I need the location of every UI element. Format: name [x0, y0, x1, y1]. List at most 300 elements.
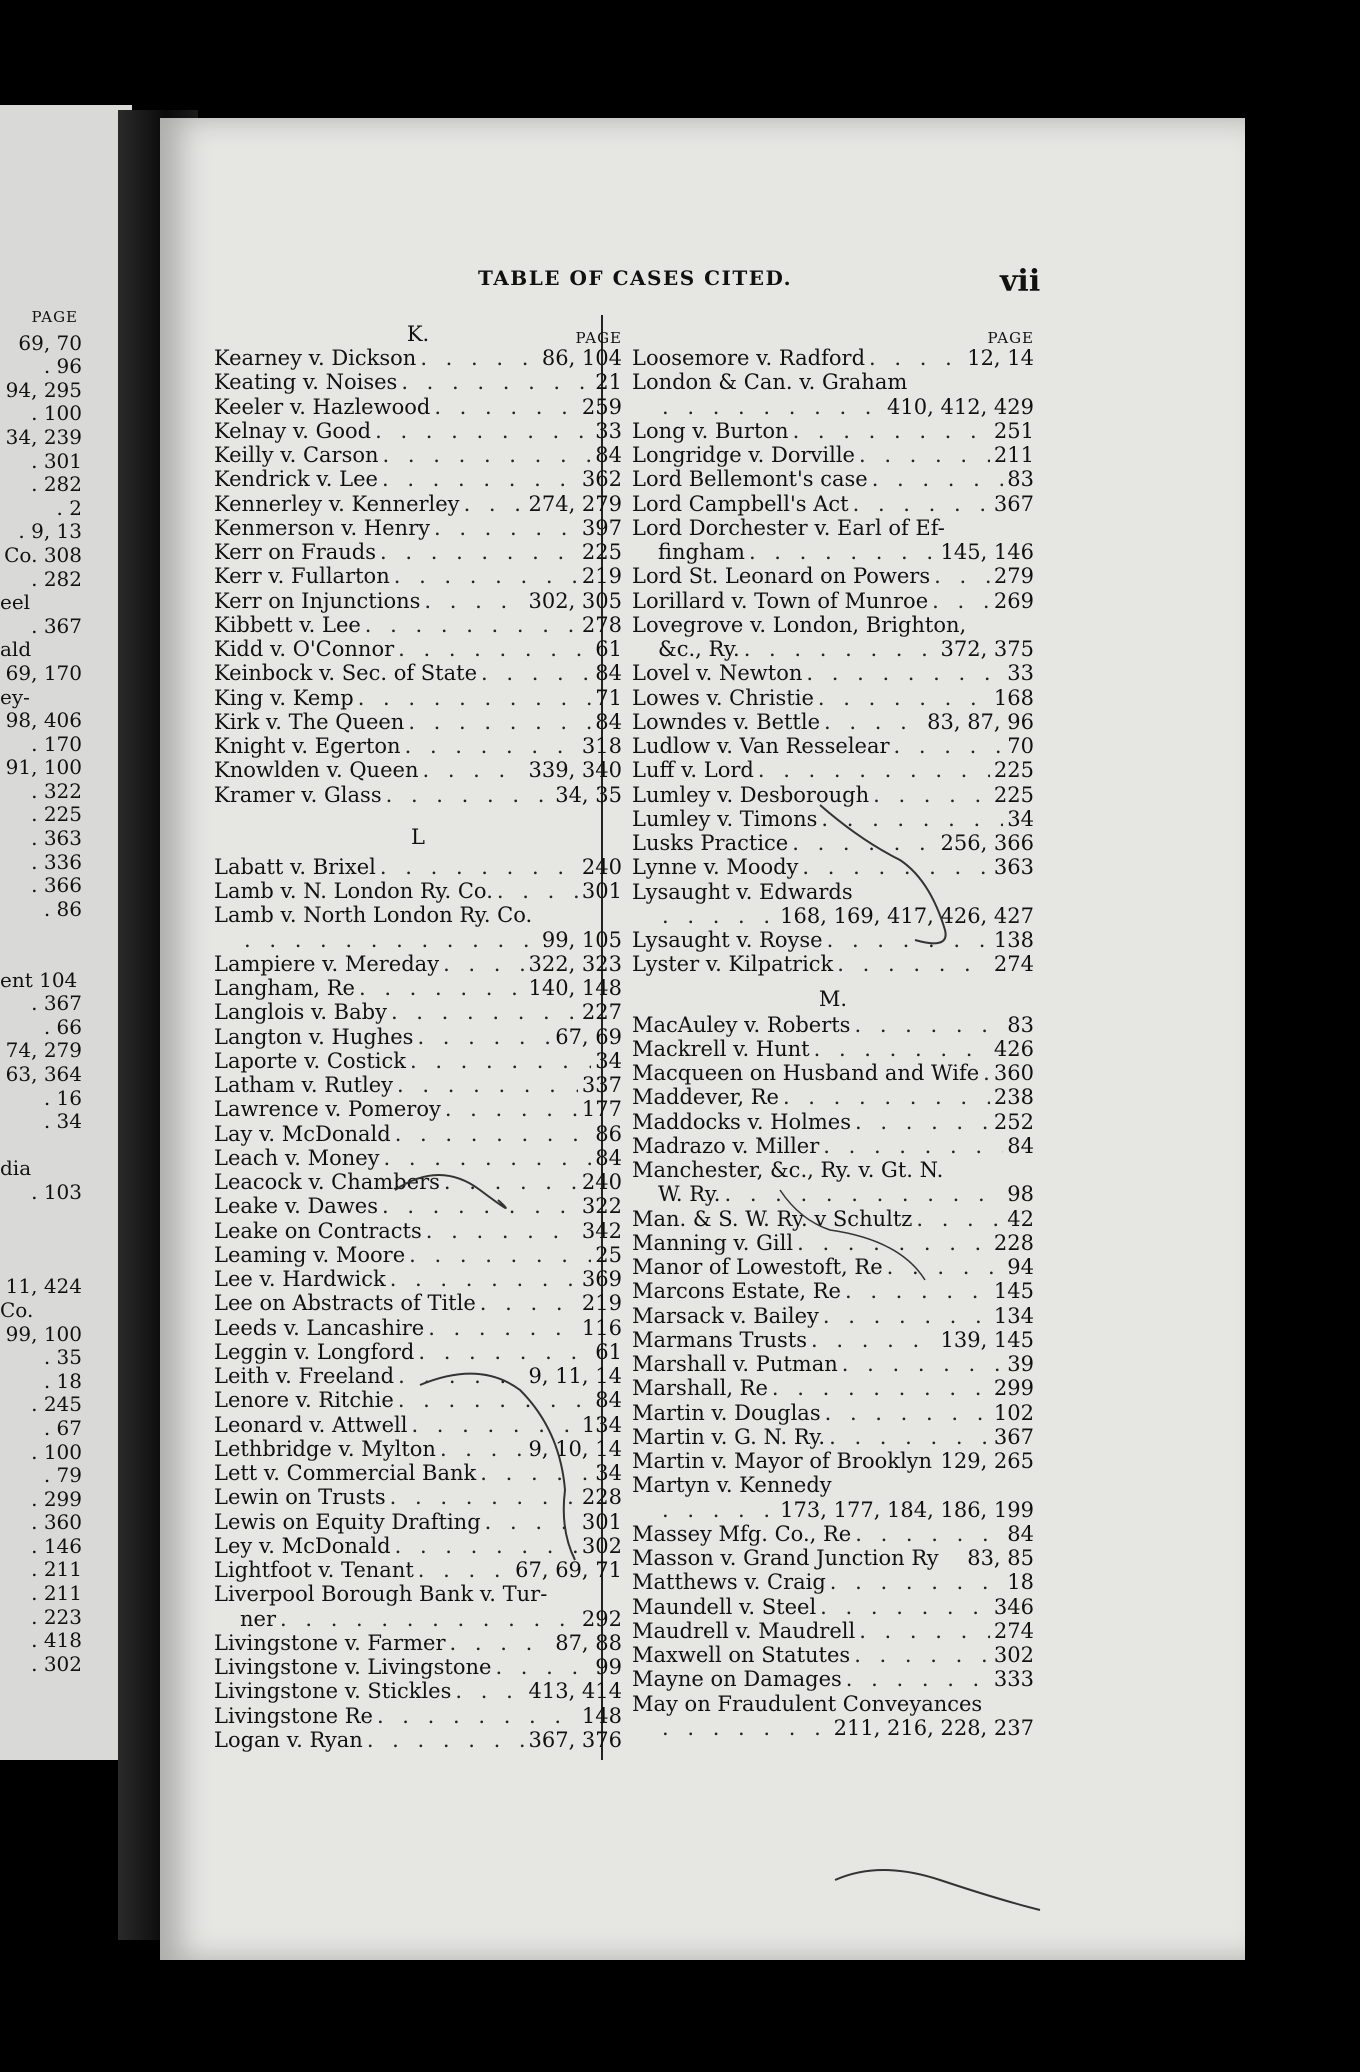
case-entry	[214, 1558, 622, 1582]
case-name: Marshall, Re	[632, 1376, 768, 1401]
page-references: 299	[993, 1376, 1034, 1401]
leader-dots	[384, 1146, 592, 1170]
leader-dots	[845, 1279, 990, 1303]
leader-dots	[397, 1073, 578, 1097]
case-entry	[214, 1025, 622, 1049]
case-entry	[214, 589, 622, 613]
case-entry	[214, 686, 622, 710]
case-entry	[214, 1146, 622, 1170]
case-name: Kerr on Frauds	[214, 540, 377, 564]
page-references: 9, 11, 14	[528, 1364, 622, 1388]
case-name: Lumley v. Desborough	[632, 782, 870, 807]
case-name: Kirk v. The Queen	[214, 709, 405, 734]
page-references: 302	[581, 1533, 622, 1558]
page-references: 99, 105	[541, 927, 622, 952]
case-name: Lampiere v. Mereday	[214, 951, 440, 976]
page-references: 84	[595, 709, 622, 734]
leader-dots	[365, 613, 578, 637]
case-entry	[214, 734, 622, 758]
case-entry	[214, 1267, 622, 1291]
adjacent-page-line: . 367	[31, 991, 82, 1016]
case-entry	[632, 880, 1034, 904]
adjacent-page-line: 74, 279	[5, 1038, 82, 1063]
adjacent-page-line: . 79	[43, 1463, 82, 1488]
case-name: Macqueen on Husband and Wife	[632, 1061, 980, 1085]
leader-dots	[749, 540, 937, 564]
adjacent-page-line: . 363	[31, 826, 82, 851]
case-entry	[632, 1207, 1034, 1231]
page-references: 269	[993, 588, 1034, 613]
case-name: Leeds v. Lancashire	[214, 1315, 425, 1340]
page-references: 426	[993, 1036, 1034, 1061]
leader-dots	[792, 831, 936, 855]
page-column-label: PAGE	[987, 329, 1034, 347]
case-name: Lord St. Leonard on Powers	[632, 564, 931, 589]
case-name: Knight v. Egerton	[214, 734, 401, 758]
leader-dots	[398, 1388, 591, 1412]
case-entry	[632, 1304, 1034, 1328]
adjacent-page-line	[0, 1228, 82, 1252]
page-references: 21	[595, 370, 622, 395]
page-references: 301	[581, 1509, 622, 1534]
leader-dots	[395, 1534, 578, 1558]
leader-dots	[829, 1425, 990, 1449]
case-name: Lightfoot v. Tenant	[214, 1558, 414, 1582]
case-entry	[632, 758, 1034, 782]
leader-dots	[464, 492, 525, 516]
leader-dots	[394, 564, 578, 588]
page-references: 86, 104	[541, 346, 622, 370]
page-references: 367	[993, 1424, 1034, 1449]
leader-dots	[383, 443, 592, 467]
case-entry	[214, 1534, 622, 1558]
case-entry	[632, 710, 1034, 734]
leader-dots	[382, 1194, 578, 1218]
page-references: 83, 87, 96	[927, 709, 1034, 734]
leader-dots	[424, 589, 524, 613]
case-name: Maxwell on Statutes	[632, 1643, 851, 1667]
case-name: Logan v. Ryan	[214, 1727, 363, 1752]
page-references: 61	[595, 637, 622, 661]
case-name: &c., Ry.	[658, 637, 740, 661]
case-entry	[632, 1158, 1034, 1182]
case-name: Matthews v. Craig	[632, 1570, 826, 1595]
case-name: Lawrence v. Pomeroy	[214, 1097, 441, 1122]
page-references: 83	[1007, 467, 1034, 492]
leader-dots	[724, 1182, 1003, 1206]
page-references: 148	[581, 1703, 622, 1728]
case-name: Leaming v. Moore	[214, 1242, 406, 1267]
page-references: 134	[993, 1303, 1034, 1328]
case-entry	[632, 783, 1034, 807]
case-entry	[632, 855, 1034, 879]
case-entry	[214, 395, 622, 419]
case-name: Labatt v. Brixel	[214, 854, 376, 879]
adjacent-page-line: . 301	[31, 448, 82, 473]
leader-dots	[837, 952, 990, 976]
leader-dots	[418, 1340, 591, 1364]
adjacent-page-line: . 366	[31, 873, 82, 898]
page-references: 397	[581, 515, 622, 540]
case-entry	[632, 1643, 1034, 1667]
case-name: Liverpool Borough Bank v. Tur-	[214, 1582, 548, 1607]
leader-dots	[818, 686, 990, 710]
case-entry	[632, 952, 1034, 976]
case-name: King v. Kemp	[214, 685, 354, 710]
case-entry	[632, 1716, 1034, 1740]
case-entry	[214, 492, 622, 516]
case-entry	[632, 1085, 1034, 1109]
page-references: 71	[595, 685, 622, 710]
leader-dots	[744, 637, 937, 661]
leader-dots	[793, 419, 990, 443]
leader-dots	[391, 1000, 578, 1024]
case-entry	[632, 1231, 1034, 1255]
case-name: MacAuley v. Roberts	[632, 1012, 851, 1037]
page-references: 33	[595, 418, 622, 443]
page-references: 84	[1007, 1521, 1034, 1546]
page-references: 337	[581, 1073, 622, 1097]
case-name: Lysaught v. Edwards	[632, 879, 853, 904]
case-name: Lusks Practice	[632, 831, 789, 855]
adjacent-page-line: 99, 100	[5, 1321, 82, 1346]
page-references: 227	[581, 1000, 622, 1025]
case-name: Lumley v. Timons	[632, 806, 818, 831]
case-entry	[632, 831, 1034, 855]
case-name: Martin v. G. N. Ry.	[632, 1424, 826, 1449]
page-references: 134	[581, 1412, 622, 1437]
page-references: 219	[581, 1291, 622, 1316]
adjacent-page-line: 91, 100	[5, 755, 82, 780]
case-name: Livingstone v. Livingstone	[214, 1655, 492, 1679]
column-header	[632, 322, 1034, 346]
page-references: 302	[993, 1643, 1034, 1667]
page-references: 238	[993, 1085, 1034, 1110]
leader-dots	[367, 1728, 525, 1752]
column-header	[214, 322, 622, 346]
case-name: Knowlden v. Queen	[214, 758, 419, 783]
case-entry	[214, 540, 622, 564]
case-name: Leake v. Dawes	[214, 1194, 378, 1219]
page-references: 34	[595, 1461, 622, 1485]
adjacent-page-line: . 322	[31, 778, 82, 803]
case-name: Leake on Contracts	[214, 1218, 422, 1243]
case-entry	[214, 637, 622, 661]
case-entry	[214, 952, 622, 976]
page-references: 240	[581, 1170, 622, 1194]
case-name: Lethbridge v. Mylton	[214, 1436, 436, 1461]
section-l-entries	[214, 855, 622, 1752]
page-references: 87, 88	[555, 1630, 622, 1655]
case-name: Long v. Burton	[632, 418, 789, 443]
case-entry	[214, 613, 622, 637]
page-references: 372, 375	[940, 637, 1034, 661]
page-references: 346	[993, 1594, 1034, 1619]
case-entry	[214, 443, 622, 467]
case-name: Mayne on Damages	[632, 1667, 842, 1692]
page-references: 139, 145	[940, 1327, 1034, 1352]
leader-dots	[662, 395, 883, 419]
case-entry	[214, 467, 622, 491]
case-entry	[214, 1122, 622, 1146]
case-entry	[214, 1485, 622, 1509]
adjacent-page-line: . 66	[43, 1014, 82, 1039]
adjacent-page-line: ent 104	[0, 967, 78, 992]
leader-dots	[443, 952, 524, 976]
page-references: 34	[1007, 806, 1034, 831]
case-entry	[632, 1352, 1034, 1376]
case-name: Kearney v. Dickson	[214, 346, 417, 370]
leader-dots	[797, 1231, 990, 1255]
case-entry	[632, 516, 1034, 540]
leader-dots	[410, 1049, 591, 1073]
leader-dots	[401, 370, 591, 394]
page-references: 138	[993, 928, 1034, 952]
case-entry	[214, 1582, 622, 1606]
section-letter-l: L	[411, 824, 425, 849]
adjacent-page-line	[0, 921, 82, 945]
case-name: Keeler v. Hazlewood	[214, 394, 431, 419]
case-name: Lee on Abstracts of Title	[214, 1291, 476, 1316]
case-name: Loosemore v. Radford	[632, 346, 866, 370]
case-name: Mackrell v. Hunt	[632, 1036, 810, 1061]
page-references: 240	[581, 854, 622, 879]
case-entry	[632, 1546, 1034, 1570]
leader-dots	[417, 1025, 551, 1049]
leader-dots	[480, 1291, 578, 1315]
adjacent-page-line: . 103	[31, 1179, 82, 1204]
case-entry	[632, 395, 1034, 419]
case-entry	[214, 419, 622, 443]
case-entry	[632, 1473, 1034, 1497]
case-name: Ley v. McDonald	[214, 1533, 391, 1558]
case-name: Kibbett v. Lee	[214, 612, 361, 637]
leader-dots	[390, 1485, 578, 1509]
adjacent-page-line: 98, 406	[5, 708, 82, 733]
page-references: 173, 177, 184, 186, 199	[780, 1497, 1034, 1522]
case-name: Keating v. Noises	[214, 370, 398, 395]
section-m-entries	[632, 1013, 1034, 1741]
case-name: Longridge v. Dorville	[632, 443, 855, 467]
leader-dots	[662, 1498, 776, 1522]
leader-dots	[842, 1352, 1004, 1376]
leader-dots	[411, 1413, 577, 1437]
page-references: 84	[595, 443, 622, 467]
leader-dots	[395, 1122, 592, 1146]
adjacent-page-line: . 86	[43, 896, 82, 921]
case-entry	[632, 1595, 1034, 1619]
leader-dots	[377, 1704, 578, 1728]
case-name: Man. & S. W. Ry. v Schultz	[632, 1206, 913, 1231]
leader-dots	[244, 928, 538, 952]
page-references: 83	[1007, 1012, 1034, 1037]
leader-dots	[934, 564, 990, 588]
case-entry	[214, 879, 622, 903]
case-name: Keinbock v. Sec. of State	[214, 661, 477, 686]
case-name: Massey Mfg. Co., Re	[632, 1521, 852, 1546]
case-entry	[214, 1388, 622, 1412]
case-name: Manchester, &c., Ry. v. Gt. N.	[632, 1158, 944, 1182]
adjacent-page-line: . 9, 13	[18, 519, 82, 544]
case-entry	[632, 807, 1034, 831]
case-name: Maddocks v. Holmes	[632, 1109, 852, 1134]
case-entry	[214, 1170, 622, 1194]
running-title: TABLE OF CASES CITED.	[478, 266, 793, 290]
page-references: 116	[581, 1315, 622, 1340]
leader-dots	[405, 734, 578, 758]
case-name: Lay v. McDonald	[214, 1121, 391, 1146]
page-references: 145, 146	[940, 540, 1034, 564]
page-references: 177	[581, 1097, 622, 1122]
leader-dots	[455, 1679, 524, 1703]
page-references: 274, 279	[528, 491, 622, 516]
adjacent-page-line	[0, 1205, 82, 1229]
case-name: Keilly v. Carson	[214, 443, 379, 467]
case-entry	[632, 1037, 1034, 1061]
case-entry	[214, 928, 622, 952]
leader-dots	[380, 855, 578, 879]
page-references: 342	[581, 1218, 622, 1243]
leader-dots	[869, 346, 963, 370]
case-name: Leggin v. Longford	[214, 1339, 415, 1364]
case-name: Martin v. Douglas	[632, 1400, 821, 1425]
case-entry	[214, 1510, 622, 1534]
page-references: 252	[993, 1109, 1034, 1134]
case-name: Kerr v. Fullarton	[214, 564, 390, 589]
case-entry	[632, 589, 1034, 613]
adjacent-page-line: . 67	[43, 1415, 82, 1440]
page-references: 25	[595, 1242, 622, 1267]
page-references: 84	[595, 1145, 622, 1170]
leader-dots	[872, 467, 1004, 491]
leader-dots	[824, 710, 923, 734]
adjacent-page-line: 34, 239	[5, 424, 82, 449]
leader-dots	[854, 1643, 990, 1667]
leader-dots	[854, 1013, 1003, 1037]
case-entry	[214, 1655, 622, 1679]
leader-dots	[820, 1595, 990, 1619]
leader-dots	[814, 1037, 990, 1061]
leader-dots	[386, 783, 552, 807]
adjacent-page-line: . 367	[31, 613, 82, 638]
leader-dots	[418, 1558, 511, 1582]
case-entry	[632, 1255, 1034, 1279]
case-name: Kendrick v. Lee	[214, 467, 378, 492]
page-references: 318	[581, 734, 622, 758]
case-entry	[632, 928, 1034, 952]
page-references: 228	[993, 1230, 1034, 1255]
case-name: Livingstone Re	[214, 1703, 373, 1728]
leader-dots	[428, 1316, 578, 1340]
case-entry	[214, 1049, 622, 1073]
adjacent-page-line: . 146	[31, 1533, 82, 1558]
case-entry	[632, 904, 1034, 928]
adjacent-page-line: . 100	[31, 401, 82, 426]
adjacent-page-line	[0, 1134, 82, 1158]
case-name: Manor of Lowestoft, Re	[632, 1255, 883, 1279]
case-entry	[632, 734, 1034, 758]
case-entry	[214, 1461, 622, 1485]
adjacent-page-line: . 35	[43, 1345, 82, 1370]
case-name: Livingstone v. Stickles	[214, 1679, 452, 1704]
page-references: 98	[1007, 1182, 1034, 1207]
leader-dots	[398, 637, 591, 661]
leader-dots	[375, 419, 591, 443]
page-references: 367, 376	[528, 1727, 622, 1752]
page-references: 360	[993, 1061, 1034, 1085]
adjacent-page-line: 94, 295	[5, 377, 82, 402]
section-letter-m: M.	[818, 986, 848, 1011]
page-references: 278	[581, 612, 622, 637]
page-references: 84	[595, 661, 622, 686]
case-entry	[214, 1631, 622, 1655]
adjacent-page-line	[0, 945, 82, 969]
case-entry	[632, 467, 1034, 491]
page-references: 322, 323	[528, 951, 622, 976]
case-entry	[632, 1667, 1034, 1691]
leader-dots	[434, 395, 578, 419]
case-entry	[214, 661, 622, 685]
page-references: 86	[595, 1121, 622, 1146]
case-name: Lett v. Commercial Bank	[214, 1461, 477, 1485]
case-name: Lowndes v. Bettle	[632, 709, 821, 734]
page-references: 61	[595, 1339, 622, 1364]
page-references: 70	[1007, 734, 1034, 758]
case-name: Marshall v. Putman	[632, 1352, 838, 1376]
case-entry	[632, 1061, 1034, 1085]
page-references: 168	[993, 685, 1034, 710]
case-name: Leach v. Money	[214, 1145, 380, 1170]
case-name: Maundell v. Steel	[632, 1594, 817, 1619]
leader-dots	[358, 686, 592, 710]
section-l-entries-continued	[632, 346, 1034, 977]
section-letter-k: K.	[406, 322, 430, 346]
page-references: 339, 340	[528, 758, 622, 783]
adjacent-page-line: . 96	[43, 354, 82, 379]
page-references: 413, 414	[528, 1679, 622, 1704]
adjacent-page-line: . 100	[31, 1439, 82, 1464]
case-entry	[214, 1219, 622, 1243]
case-entry	[632, 1570, 1034, 1594]
leader-dots	[859, 443, 990, 467]
page-references: 39	[1007, 1352, 1034, 1376]
leader-dots	[855, 1522, 1003, 1546]
case-entry	[632, 419, 1034, 443]
page-references: 251	[993, 418, 1034, 443]
adjacent-page-line: . 211	[31, 1557, 82, 1582]
case-entry	[632, 1522, 1034, 1546]
case-name: Martyn v. Kennedy	[632, 1473, 832, 1498]
adjacent-page-line: . 360	[31, 1510, 82, 1535]
adjacent-page-line: 69, 170	[5, 660, 82, 685]
case-name: Lorillard v. Town of Munroe	[632, 588, 929, 613]
section-k-entries	[214, 346, 622, 807]
leader-dots	[821, 807, 1003, 831]
leader-dots	[495, 1655, 591, 1679]
case-name: Langlois v. Baby	[214, 1000, 387, 1025]
case-entry	[214, 1097, 622, 1121]
case-entry	[214, 1364, 622, 1388]
case-name: Lynne v. Moody	[632, 855, 799, 880]
leader-dots	[420, 346, 538, 370]
leader-dots	[983, 1061, 990, 1085]
case-name: Laporte v. Costick	[214, 1048, 406, 1073]
case-name: Langham, Re	[214, 976, 355, 1000]
case-entry	[632, 1134, 1034, 1158]
case-entry	[214, 1194, 622, 1218]
case-entry	[632, 1425, 1034, 1449]
leader-dots	[662, 904, 776, 928]
